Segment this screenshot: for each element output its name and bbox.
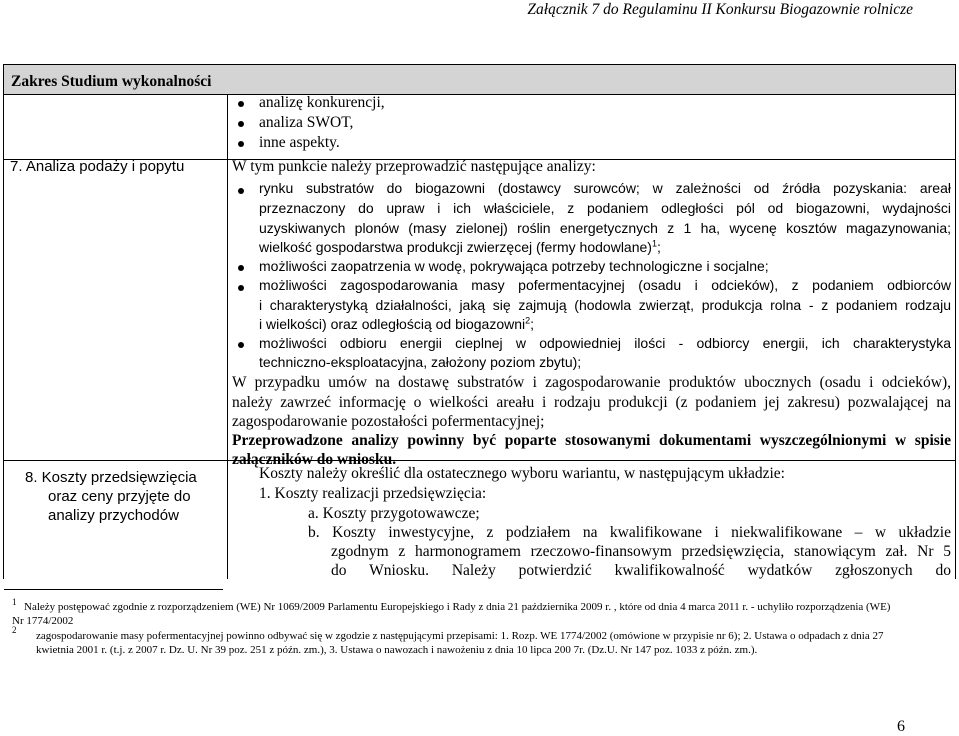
prev-bullet-2: analiza SWOT, [259,114,354,131]
prev-bullet-1: analizę konkurencji, [259,94,385,111]
footnote-1-line1: Należy postępować zgodnie z rozporządzeniem (WE) Nr 1069/2009 Parlamentu Europejskiego i Rady z dnia 21 października 2009 r. , które od dnia 4 marca 2011 r. - uchyliło rozporządzenia (WE) [24,601,891,613]
footnote-ref-2[interactable]: 2 [525,315,531,326]
document-header: Załącznik 7 do Regulaminu II Konkursu Biogazownie rolnicze [527,1,913,18]
footnote-1-number: 1 [12,597,17,607]
table-title: Zakres Studium wykonalności [11,73,212,90]
row7-label: 7. Analiza podaży i popytu [10,158,185,175]
row7-para-line1: W przypadku umów na dostawę substratów i zagospodarowanie produktów ubocznych (osadu i odcieków), [232,374,951,391]
row7-b1-line3: uzyskiwanych plonów (masy zielonej) roślin energetycznych z 1 ha, wycenę kosztów magazynowania; [259,220,951,236]
row8-item-b-line3: do Wniosku. Należy potwierdzić kwalifikowalność wydatków zgłoszonych do [331,562,951,579]
row8-intro: Koszty należy określić dla ostatecznego wyboru wariantu, w następującym układzie: [259,465,785,482]
row7-b3-line1: możliwości zagospodarowania masy pofermentacyjnej (osadu i odcieków), z podaniem odbiorców [259,277,951,293]
row8-label-line1: 8. Koszty przedsięwzięcia [25,469,197,486]
row7-b1-line4: wielkość gospodarstwa produkcji zwierzęcej (fermy hodowlane)$^1$; [259,238,661,255]
bullet-icon [238,121,244,127]
row7-b4-line2: techniczno-eksploatacyjna, założony poziom zbytu); [259,354,582,370]
row8-label-line2: oraz ceny przyjęte do [48,488,191,505]
footnote-1-line2: Nr 1774/2002 [12,615,74,627]
bullet-icon [238,285,244,291]
prev-bullet-3: inne aspekty. [259,134,340,151]
footnote-2-line1: zagospodarowanie masy pofermentacyjnej powinno odbywać się w zgodzie z następującymi przepisami: 1. Rozp. WE 1774/2002 (omówione w przypisie nr 6); 2. Ustawa o odpadach z dnia 27 [36,630,884,642]
row8-item-b-line2: zgodnym z harmonogramem rzeczowo-finansowym przedsięwzięcia, stanowiącym zał. Nr 5 [331,543,951,560]
row7-bold-line2: załączników do wniosku. [232,451,397,468]
row7-b3-line2: i charakterystyką działalności, jaką się zajmują (hodowla zwierząt, produkcja rolna - z podaniem rodzaju [259,297,951,313]
bullet-icon [238,188,244,194]
row7-intro: W tym punkcie należy przeprowadzić następujące analizy: [232,158,596,175]
footnote-separator [4,589,223,590]
column-divider [227,95,228,579]
page-number: 6 [897,718,905,735]
footnote-2-number: 2 [12,625,17,635]
row7-b4-line1: możliwości odbioru energii cieplnej w odpowiedniej ilości - odbiorcy energii, ich charakterystyka [259,335,951,351]
row7-b1-line1: rynku substratów do biogazowni (dostawcy surowców; w zależności od źródła pozyskania: areał [259,180,951,196]
row7-bold-line1: Przeprowadzone analizy powinny być poparte stosowanymi dokumentami wyszczególnionymi w spisie [232,432,951,449]
footnote-ref-1[interactable]: 1 [651,238,657,249]
footnote-2-line2: kwietnia 2001 r. (t.j. z 2007 r. Dz. U. Nr 39 poz. 251 z późn. zm.), 3. Ustawa o nawozach i nawożeniu z dnia 10 lipca 200 7r. (Dz.U. Nr 147 poz. 1033 z późn. zm.). [36,644,758,656]
row7-b3-line3: i wielkości) oraz odległością od biogazowni$^2$; [259,315,535,332]
bullet-icon [238,265,244,271]
row8-label-line3: analizy przychodów [48,507,179,524]
bullet-icon [238,101,244,107]
table-title-row [4,65,955,95]
row8-item1: 1. Koszty realizacji przedsięwzięcia: [259,485,487,502]
bullet-icon [238,141,244,147]
row7-b2: możliwości zaopatrzenia w wodę, pokrywająca potrzeby technologiczne i socjalne; [259,258,769,274]
row7-para-line3: zagospodarowanie pozostałości pofermentacyjnej; [232,413,545,430]
row7-para-line2: należy zawrzeć informację o wielkości areału i rodzaju produkcji (z podaniem jej zakresu) pozwalającej na [232,394,951,411]
bullet-icon [238,342,244,348]
row8-item-a: a. Koszty przygotowawcze; [308,505,480,522]
row7-b1-line2: przeznaczony do upraw i ich właściciele, z podaniem odległości pól od biogazowni, wydajności [259,200,951,216]
row8-item-b-line1: b. Koszty inwestycyjne, z podziałem na kwalifikowane i niekwalifikowane – w układzie [308,524,951,541]
row-divider-8 [4,460,955,461]
